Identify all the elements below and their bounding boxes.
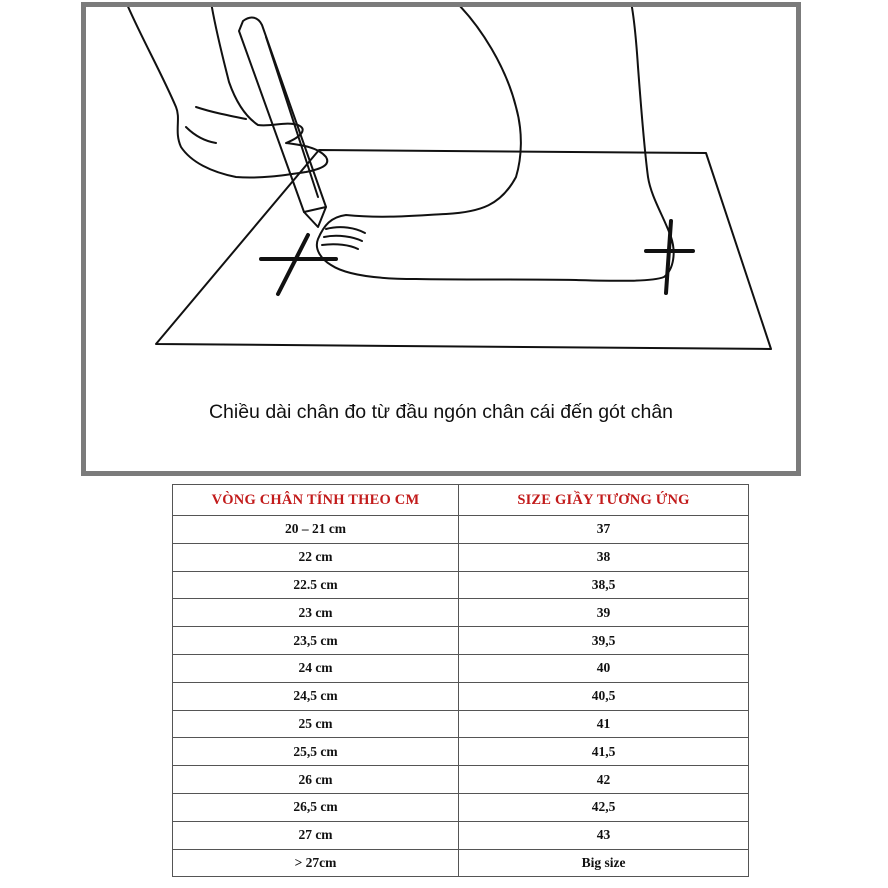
- table-header-row: [173, 485, 749, 516]
- shoe-size-cell: Big size: [459, 849, 749, 877]
- foot-length-cell: 27 cm: [173, 821, 459, 849]
- shoe-size-cell: 41: [459, 710, 749, 738]
- hand-outline: [126, 7, 327, 178]
- foot-measurement-illustration: [81, 2, 801, 476]
- header-foot-length: VÒNG CHÂN TÍNH THEO CM: [173, 485, 459, 516]
- table-row: [173, 738, 749, 766]
- shoe-size-cell: 39: [459, 599, 749, 627]
- foot-length-cell: 25 cm: [173, 710, 459, 738]
- shoe-size-cell: 39,5: [459, 627, 749, 655]
- table-row: [173, 766, 749, 794]
- foot-length-cell: 26 cm: [173, 766, 459, 794]
- table-row: [173, 654, 749, 682]
- shoe-size-cell: 41,5: [459, 738, 749, 766]
- table-row: [173, 793, 749, 821]
- shoe-size-cell: 38: [459, 543, 749, 571]
- foot-length-cell: 25,5 cm: [173, 738, 459, 766]
- foot-length-cell: 24,5 cm: [173, 682, 459, 710]
- shoe-size-cell: 40: [459, 654, 749, 682]
- shoe-size-cell: 37: [459, 516, 749, 544]
- foot-length-cell: 26,5 cm: [173, 793, 459, 821]
- leg-outline: [317, 7, 674, 281]
- table-row: [173, 599, 749, 627]
- table-row: [173, 543, 749, 571]
- table-row: [173, 821, 749, 849]
- shoe-size-cell: 40,5: [459, 682, 749, 710]
- illustration-caption: Chiều dài chân đo từ đầu ngón chân cái đến gót chân: [208, 401, 674, 423]
- shoe-size-table: [172, 484, 749, 877]
- table-row: [173, 516, 749, 544]
- foot-length-cell: 22 cm: [173, 543, 459, 571]
- shoe-size-cell: 38,5: [459, 571, 749, 599]
- table-row: [173, 627, 749, 655]
- foot-drawing: [86, 7, 796, 471]
- table-row: [173, 710, 749, 738]
- pencil: [239, 18, 326, 227]
- table-row: [173, 571, 749, 599]
- foot-length-cell: 20 – 21 cm: [173, 516, 459, 544]
- foot-length-cell: 23 cm: [173, 599, 459, 627]
- foot-length-cell: 22.5 cm: [173, 571, 459, 599]
- shoe-size-cell: 42: [459, 766, 749, 794]
- foot-length-cell: > 27cm: [173, 849, 459, 877]
- shoe-size-cell: 42,5: [459, 793, 749, 821]
- table-row: [173, 682, 749, 710]
- table-row: [173, 849, 749, 877]
- header-shoe-size: SIZE GIẦY TƯƠNG ỨNG: [459, 485, 749, 516]
- shoe-size-cell: 43: [459, 821, 749, 849]
- heel-cross-mark: [666, 221, 671, 293]
- foot-length-cell: 24 cm: [173, 654, 459, 682]
- foot-length-cell: 23,5 cm: [173, 627, 459, 655]
